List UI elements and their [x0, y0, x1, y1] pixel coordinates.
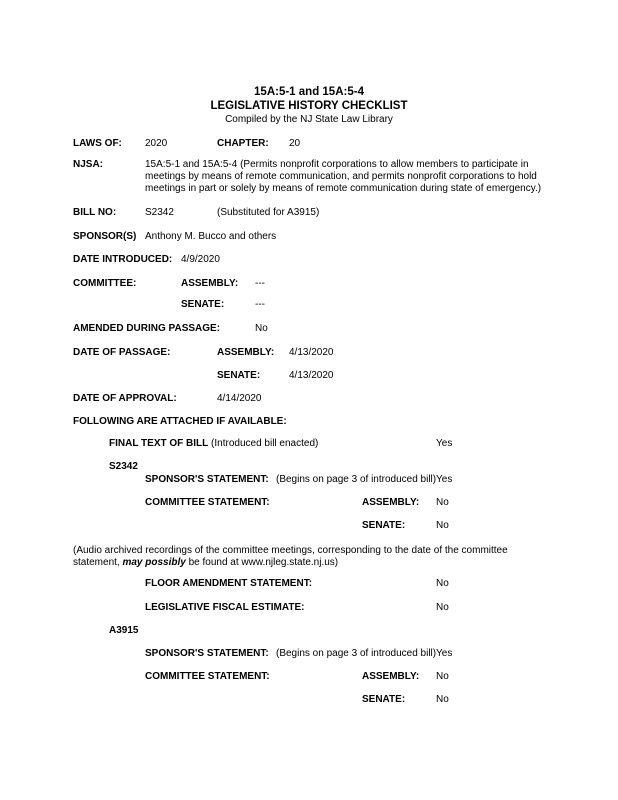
- audio-note-line: [73, 557, 338, 569]
- doc-title-citation: 15A:5-1 and 15A:5-4: [254, 86, 364, 98]
- a3915-assembly-label: ASSEMBLY:: [362, 671, 420, 682]
- s2342-sponsor-value: Yes: [436, 474, 453, 485]
- floor-amendment-label: FLOOR AMENDMENT STATEMENT:: [145, 578, 313, 589]
- passage-assembly-label: ASSEMBLY:: [217, 347, 275, 358]
- s2342-senate-label: SENATE:: [362, 520, 406, 531]
- date-of-passage-label: DATE OF PASSAGE:: [73, 347, 171, 358]
- s2342-committee-label: COMMITTEE STATEMENT:: [145, 497, 270, 508]
- audio-note-text: be found at www.njleg.state.nj.us): [185, 557, 339, 568]
- committee-senate-value: ---: [255, 299, 265, 310]
- s2342-sponsor-note: (Begins on page 3 of introduced bill): [276, 474, 437, 485]
- audio-note-text: statement,: [73, 557, 123, 568]
- laws-of-label: LAWS OF:: [73, 138, 122, 149]
- sponsors-label: SPONSOR(S): [73, 231, 137, 242]
- sponsors-value: Anthony M. Bucco and others: [145, 231, 277, 242]
- s2342-assembly-label: ASSEMBLY:: [362, 497, 420, 508]
- audio-note-line: (Audio archived recordings of the committee meetings, corresponding to the date of the committee: [73, 545, 508, 556]
- a3915-committee-label: COMMITTEE STATEMENT:: [145, 671, 270, 682]
- s2342-assembly-value: No: [436, 497, 449, 508]
- a3915-sponsor-value: Yes: [436, 648, 453, 659]
- a3915-assembly-value: No: [436, 671, 449, 682]
- chapter-label: CHAPTER:: [217, 138, 269, 149]
- passage-assembly-value: 4/13/2020: [289, 347, 334, 358]
- committee-assembly-value: ---: [255, 278, 265, 289]
- final-text-row: [109, 438, 318, 450]
- attached-heading: FOLLOWING ARE ATTACHED IF AVAILABLE:: [73, 416, 287, 427]
- fiscal-estimate-value: No: [436, 602, 449, 613]
- a3915-sponsor-label: SPONSOR'S STATEMENT:: [145, 648, 269, 659]
- amended-value: No: [255, 323, 268, 334]
- final-text-label: FINAL TEXT OF BILL: [109, 438, 209, 449]
- doc-title: LEGISLATIVE HISTORY CHECKLIST: [210, 100, 408, 112]
- a3915-senate-label: SENATE:: [362, 694, 406, 705]
- committee-label: COMMITTEE:: [73, 278, 137, 289]
- njsa-line: meetings in part or solely by means of remote communication during state of emergency.): [145, 183, 542, 194]
- a3915-senate-value: No: [436, 694, 449, 705]
- chapter-value: 20: [289, 138, 301, 149]
- audio-note-emphasis: may possibly: [122, 557, 186, 568]
- bill-no-note: (Substituted for A3915): [217, 207, 320, 218]
- date-introduced-label: DATE INTRODUCED:: [73, 254, 173, 265]
- fiscal-estimate-label: LEGISLATIVE FISCAL ESTIMATE:: [145, 602, 305, 613]
- passage-senate-value: 4/13/2020: [289, 370, 334, 381]
- passage-senate-label: SENATE:: [217, 370, 261, 381]
- committee-assembly-label: ASSEMBLY:: [181, 278, 239, 289]
- laws-of-value: 2020: [145, 138, 168, 149]
- date-of-approval-value: 4/14/2020: [217, 393, 262, 404]
- njsa-label: NJSA:: [73, 159, 104, 170]
- bill-no-label: BILL NO:: [73, 207, 117, 218]
- committee-senate-label: SENATE:: [181, 299, 225, 310]
- njsa-line: meetings by means of remote communication, and permits nonprofit corporations to hold: [145, 171, 537, 182]
- final-text-value: Yes: [436, 438, 453, 449]
- a3915-heading: A3915: [109, 625, 139, 636]
- a3915-sponsor-note: (Begins on page 3 of introduced bill): [276, 648, 437, 659]
- s2342-senate-value: No: [436, 520, 449, 531]
- s2342-heading: S2342: [109, 461, 138, 472]
- floor-amendment-value: No: [436, 578, 449, 589]
- final-text-note: (Introduced bill enacted): [211, 438, 319, 449]
- date-introduced-value: 4/9/2020: [181, 254, 220, 265]
- njsa-line: 15A:5-1 and 15A:5-4 (Permits nonprofit corporations to allow members to participate in: [145, 159, 529, 170]
- date-of-approval-label: DATE OF APPROVAL:: [73, 393, 177, 404]
- amended-label: AMENDED DURING PASSAGE:: [73, 323, 221, 334]
- bill-no-value: S2342: [145, 207, 174, 218]
- doc-subtitle: Compiled by the NJ State Law Library: [225, 114, 393, 125]
- s2342-sponsor-label: SPONSOR'S STATEMENT:: [145, 474, 269, 485]
